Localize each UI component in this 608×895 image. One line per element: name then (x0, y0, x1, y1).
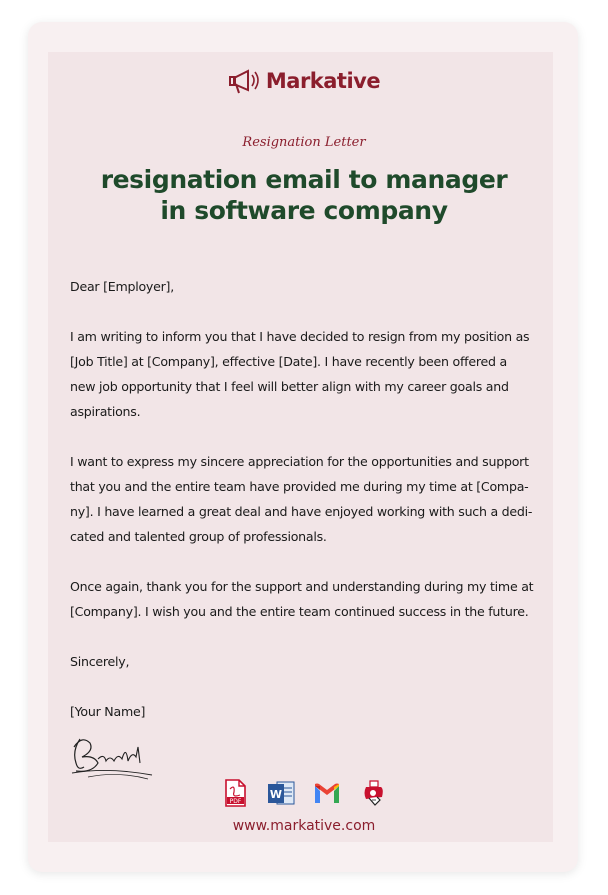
pdf-icon[interactable] (220, 778, 250, 808)
print-icon[interactable] (358, 778, 388, 808)
paragraph-line: that you and the entire team have provided me during my time at [Compa- (70, 479, 529, 494)
brand-name: Markative (265, 69, 381, 93)
paragraph-line: new job opportunity that I feel will better align with my career goals and (70, 379, 509, 394)
document-title (60, 164, 548, 226)
signature-image (68, 733, 158, 781)
paragraph-line: [Job Title] at [Company], effective [Date]. I have recently been offered a (70, 354, 507, 369)
footer-website[interactable]: www.markative.com (232, 818, 376, 834)
download-icons (0, 778, 608, 808)
paragraph-3 (70, 574, 540, 624)
gmail-icon[interactable] (312, 778, 342, 808)
paragraph-line: I am writing to inform you that I have decided to resign from my position as (70, 329, 530, 344)
paragraph-line: aspirations. (70, 404, 141, 419)
greeting: Dear [Employer], (70, 279, 174, 294)
megaphone-icon (228, 66, 262, 96)
title-line: resignation email to manager (100, 165, 508, 194)
paragraph-line: [Company]. I wish you and the entire team continued success in the future. (70, 604, 529, 619)
paragraph-2 (70, 449, 540, 549)
paragraph-line: Once again, thank you for the support and understanding during my time at (70, 579, 534, 594)
document-subtitle: Resignation Letter (242, 135, 366, 150)
title-line: in software company (160, 196, 448, 225)
pdf-icon-label: PDF (229, 798, 242, 805)
paragraph-line: cated and talented group of professionals. (70, 529, 327, 544)
closing: Sincerely, (70, 654, 130, 669)
word-icon-label: W (269, 788, 283, 801)
paragraph-line: I want to express my sincere appreciation for the opportunities and support (70, 454, 529, 469)
paragraph-line: ny]. I have learned a great deal and have enjoyed working with such a dedi- (70, 504, 533, 519)
signer-name: [Your Name] (70, 704, 146, 719)
paragraph-1 (70, 324, 540, 424)
word-icon[interactable] (266, 778, 296, 808)
brand-logo (0, 66, 608, 96)
